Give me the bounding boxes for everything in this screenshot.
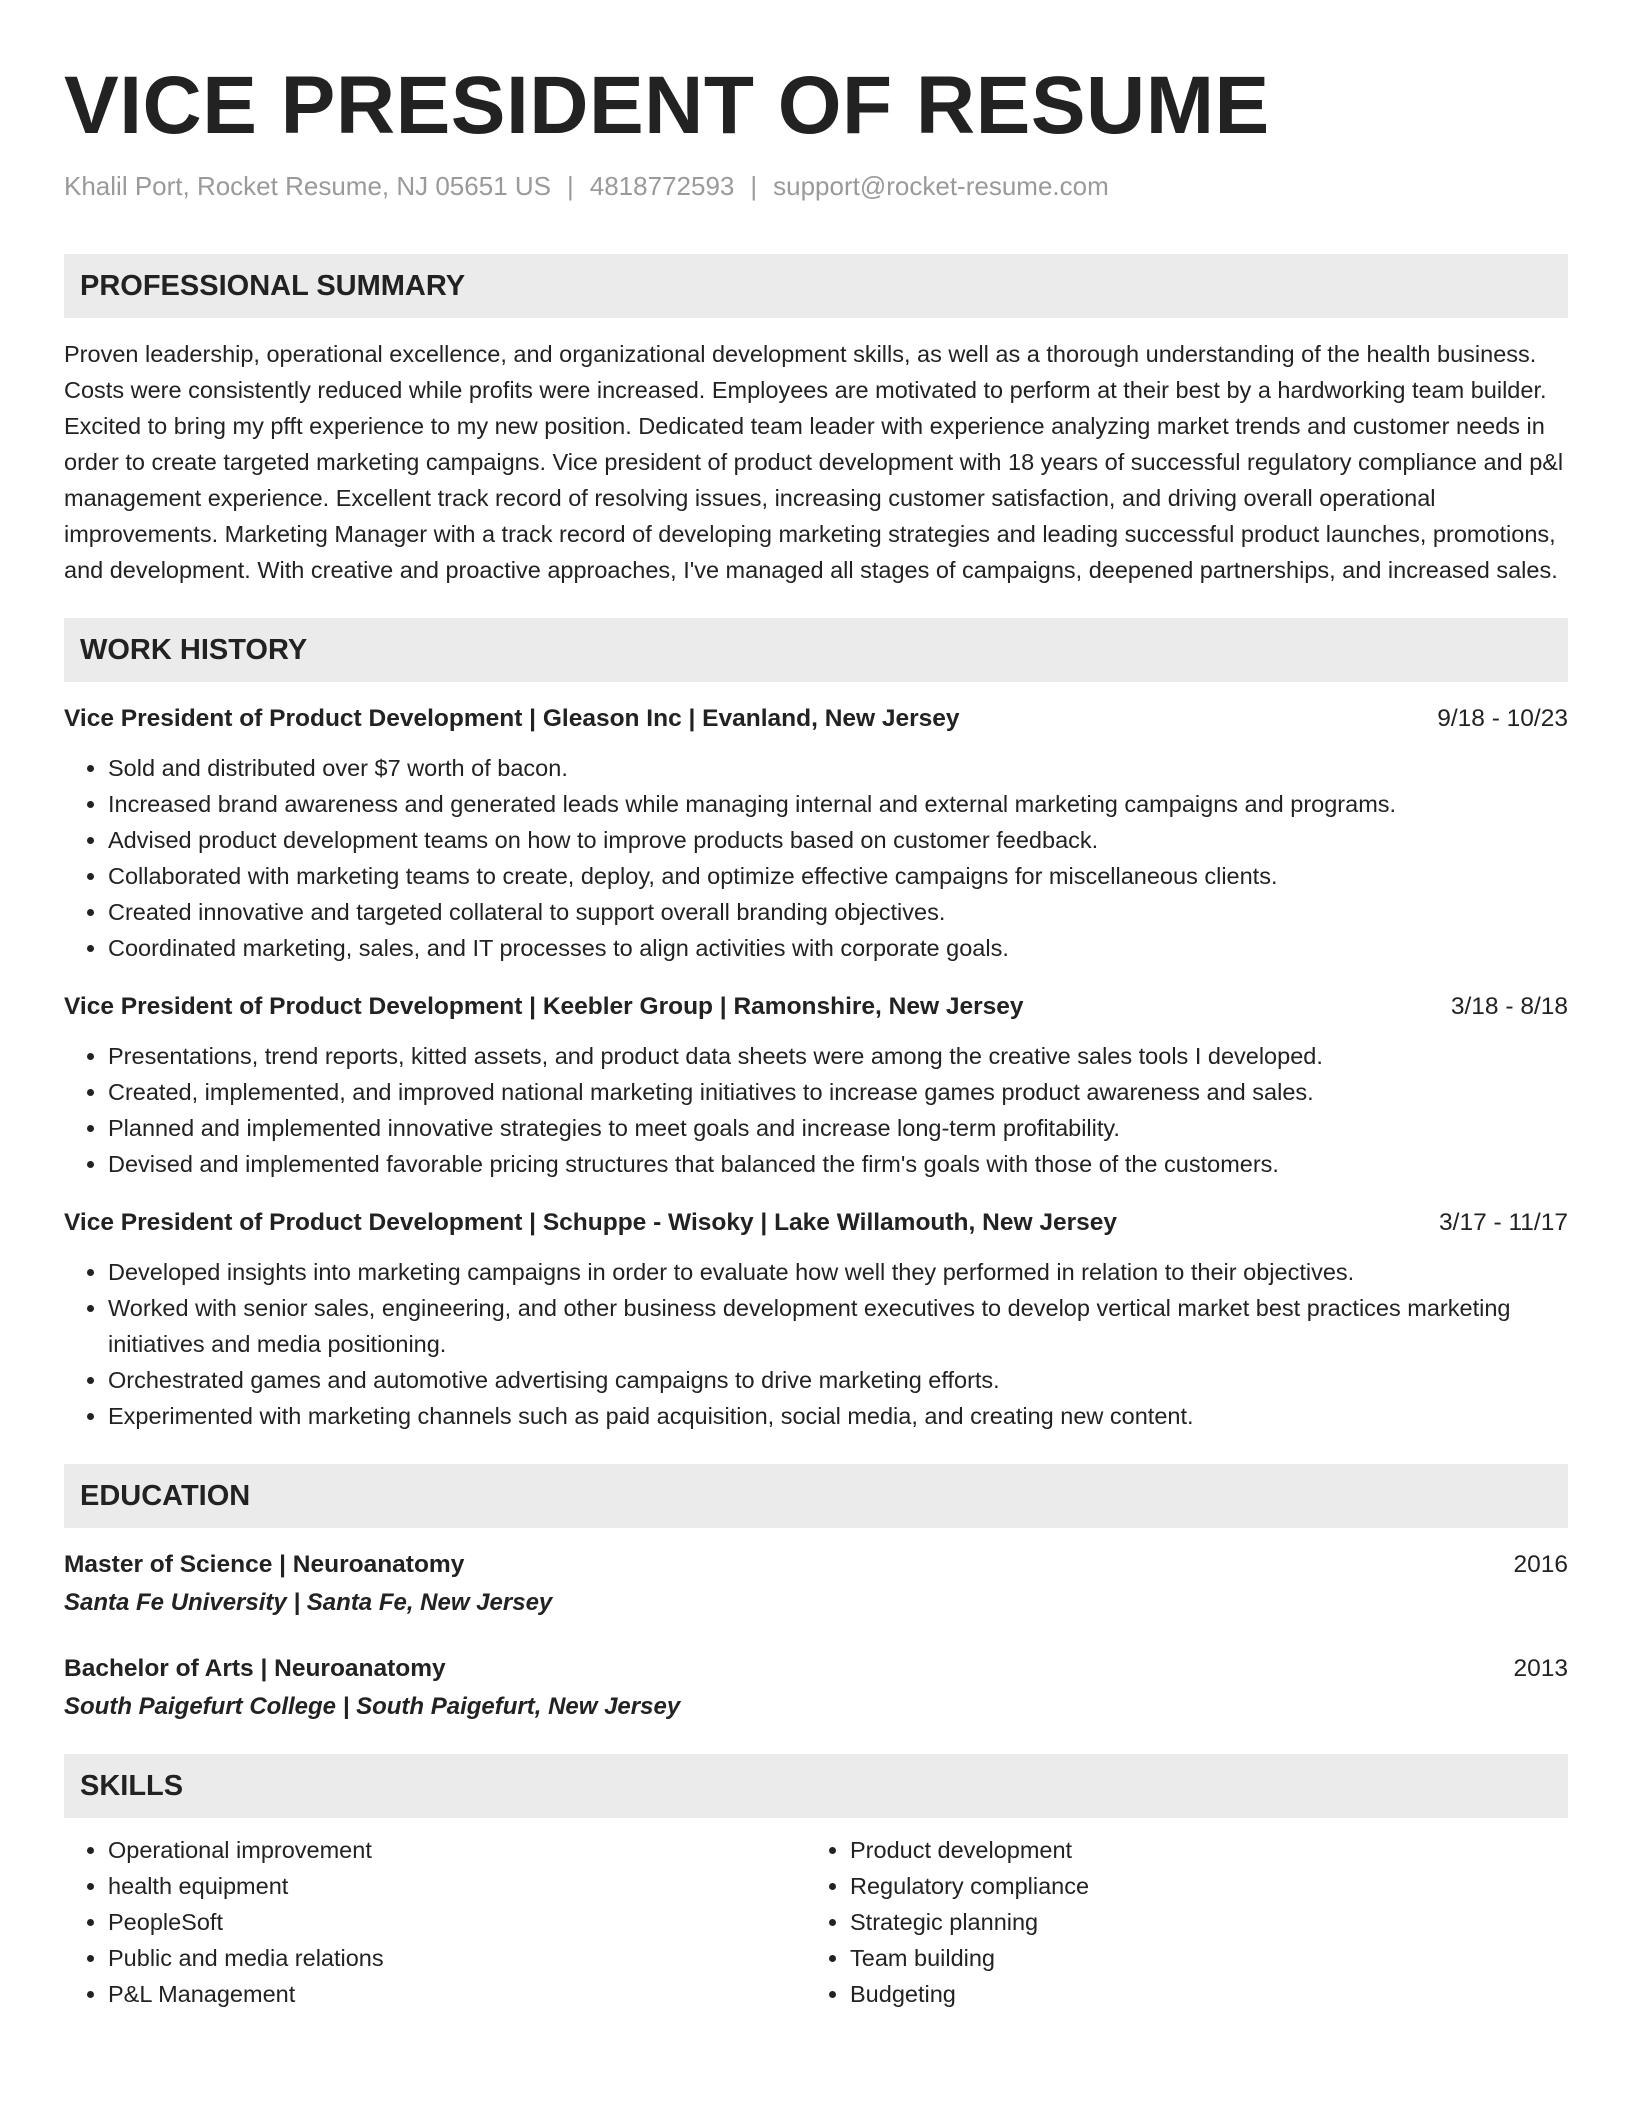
skill-item: • Operational improvement	[108, 1832, 806, 1868]
skills-list	[806, 1832, 1548, 2012]
skills-list	[64, 1832, 806, 2012]
contact-line	[64, 168, 1568, 204]
job-dates: 3/18 - 8/18	[1450, 993, 1568, 1020]
job-bullet: • Orchestrated games and automotive advertising campaigns to drive marketing efforts.	[108, 1362, 1568, 1398]
education-school: Santa Fe University | Santa Fe, New Jersey	[64, 1589, 553, 1616]
contact-address: Khalil Port, Rocket Resume, NJ 05651 US	[64, 171, 551, 201]
job-bullet: • Devised and implemented favorable pricing structures that balanced the firm's goals with those of the customers.	[108, 1146, 1568, 1182]
resume-name: VICE PRESIDENT OF RESUME	[64, 60, 1270, 151]
contact-separator: |	[567, 171, 574, 201]
education-degree: Bachelor of Arts | Neuroanatomy	[64, 1655, 446, 1682]
section-header-work-history: WORK HISTORY	[64, 618, 1568, 682]
job-bullet: • Advised product development teams on how to improve products based on customer feedback.	[108, 822, 1568, 858]
job-bullet: • Collaborated with marketing teams to create, deploy, and optimize effective campaigns for miscellaneous clients.	[108, 858, 1568, 894]
education-entry	[64, 1650, 1568, 1726]
skill-item: • Product development	[850, 1832, 1548, 1868]
job-title: Vice President of Product Development | Gleason Inc | Evanland, New Jersey	[64, 705, 960, 732]
education-school: South Paigefurt College | South Paigefurt, New Jersey	[64, 1693, 681, 1720]
education-year: 2016	[1513, 1551, 1568, 1578]
job-entry	[64, 1206, 1568, 1434]
skill-item: • health equipment	[108, 1868, 806, 1904]
education-degree: Master of Science | Neuroanatomy	[64, 1551, 465, 1578]
skill-item: • Regulatory compliance	[850, 1868, 1548, 1904]
skill-item: • Strategic planning	[850, 1904, 1548, 1940]
job-entry	[64, 702, 1568, 966]
job-bullet: • Created innovative and targeted collateral to support overall branding objectives.	[108, 894, 1568, 930]
skill-item: • Public and media relations	[108, 1940, 806, 1976]
contact-separator: |	[750, 171, 758, 201]
job-title: Vice President of Product Development | Keebler Group | Ramonshire, New Jersey	[64, 993, 1024, 1020]
job-bullet: • Developed insights into marketing campaigns in order to evaluate how well they performed in relation to their objectives.	[108, 1254, 1568, 1290]
job-bullet: • Coordinated marketing, sales, and IT processes to align activities with corporate goals.	[108, 930, 1568, 966]
skills-column-left	[64, 1832, 806, 2012]
skill-item: • Team building	[850, 1940, 1548, 1976]
job-title: Vice President of Product Development | Schuppe - Wisoky | Lake Willamouth, New Jersey	[64, 1209, 1117, 1236]
summary-text: Proven leadership, operational excellence, and organizational development skills, as well as a thorough understanding of the health business. Costs were consistently reduced while profits were increased. Employees are motivated to perform at their best by a hardworking team builder. Excited to bring my pfft experience to my new position. Dedicated team leader with experience analyzing market trends and customer needs in order to create targeted marketing campaigns. Vice president of product development with 18 years of successful regulatory compliance and p&l management experience. Excellent track record of resolving issues, increasing customer satisfaction, and driving overall operational improvements. Marketing Manager with a track record of developing marketing strategies and leading successful product launches, promotions, and development. With creative and proactive approaches, I've managed all stages of campaigns, deepened partnerships, and increased sales.	[64, 341, 1564, 583]
job-entry	[64, 990, 1568, 1182]
job-bullet: • Created, implemented, and improved national marketing initiatives to increase games product awareness and sales.	[108, 1074, 1568, 1110]
education-year: 2013	[1513, 1655, 1568, 1682]
job-bullet: • Worked with senior sales, engineering, and other business development executives to develop vertical market best practices marketing initiatives and media positioning.	[108, 1290, 1568, 1362]
skills-column-right	[806, 1832, 1548, 2012]
skill-item: • Budgeting	[850, 1976, 1548, 2012]
contact-phone: 4818772593	[589, 171, 735, 201]
skill-item: • P&L Management	[108, 1976, 806, 2012]
skill-item: • PeopleSoft	[108, 1904, 806, 1940]
education-entry	[64, 1546, 1568, 1622]
job-bullets	[64, 1254, 1568, 1434]
contact-email: support@rocket-resume.com	[773, 171, 1109, 201]
section-header-skills: SKILLS	[64, 1754, 1568, 1818]
section-header-summary: PROFESSIONAL SUMMARY	[64, 254, 1568, 318]
job-bullet: • Increased brand awareness and generated leads while managing internal and external marketing campaigns and programs.	[108, 786, 1568, 822]
job-bullet: • Planned and implemented innovative strategies to meet goals and increase long-term profitability.	[108, 1110, 1568, 1146]
job-title-row	[64, 702, 1568, 736]
skills-columns	[64, 1832, 1568, 2012]
job-bullet: • Sold and distributed over $7 worth of bacon.	[108, 750, 1568, 786]
job-bullet: • Experimented with marketing channels such as paid acquisition, social media, and creating new content.	[108, 1398, 1568, 1434]
job-title-row	[64, 990, 1568, 1024]
education-row	[64, 1546, 1568, 1584]
job-bullet: • Presentations, trend reports, kitted assets, and product data sheets were among the creative sales tools I developed.	[108, 1038, 1568, 1074]
section-header-education: EDUCATION	[64, 1464, 1568, 1528]
education-row	[64, 1650, 1568, 1688]
job-bullets	[64, 1038, 1568, 1182]
job-dates: 3/17 - 11/17	[1439, 1209, 1568, 1236]
job-bullets	[64, 750, 1568, 966]
job-dates: 9/18 - 10/23	[1437, 705, 1568, 732]
job-title-row	[64, 1206, 1568, 1240]
